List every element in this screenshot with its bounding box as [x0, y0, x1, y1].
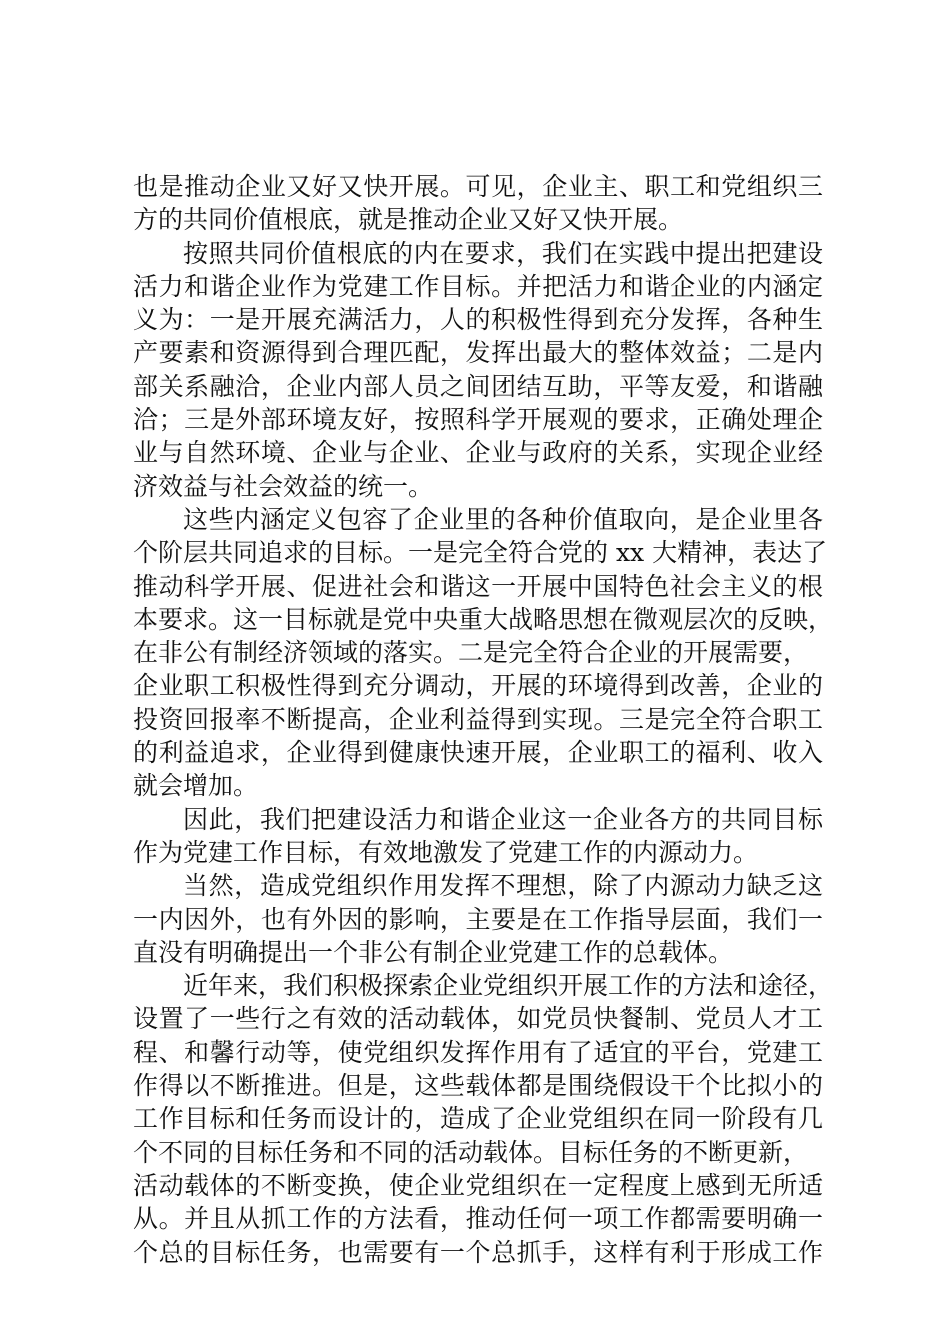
text-line: 推动科学开展、促进社会和谐这一开展中国特色社会主义的根	[133, 571, 823, 601]
text-line: 企业职工积极性得到充分调动，开展的环境得到改善，企业的	[133, 671, 823, 701]
text-line: 也是推动企业又好又快开展。可见，企业主、职工和党组织三	[133, 172, 823, 201]
text-line: 当然，造成党组织作用发挥不理想，除了内源动力缺乏这	[183, 871, 823, 901]
text-line: 设置了一些行之有效的活动载体，如党员快餐制、党员人才工	[133, 1004, 823, 1034]
body-text	[133, 170, 834, 1269]
text-line: 投资回报率不断提高，企业利益得到实现。三是完全符合职工	[133, 704, 823, 734]
text-line: 这些内涵定义包容了企业里的各种价值取向，是企业里各	[183, 504, 823, 534]
text-line: 济效益与社会效益的统一。	[133, 471, 434, 501]
text-line: 部关系融洽，企业内部人员之间团结互助，平等友爱，和谐融	[133, 371, 823, 401]
text-line: 作为党建工作目标，有效地激发了党建工作的内源动力。	[133, 837, 759, 867]
text-line: 方的共同价值根底，就是推动企业又好又快开展。	[133, 205, 684, 235]
text-line: 活动载体的不断变换，使企业党组织在一定程度上感到无所适	[133, 1170, 823, 1200]
text-line: 按照共同价值根底的内在要求，我们在实践中提出把建设	[183, 238, 823, 268]
text-line: 个阶层共同追求的目标。一是完全符合党的 xx 大精神，表达了	[133, 538, 828, 568]
text-line: 产要素和资源得到合理匹配，发挥出最大的整体效益；二是内	[133, 338, 823, 368]
text-line: 从。并且从抓工作的方法看，推动任何一项工作都需要明确一	[133, 1204, 823, 1234]
text-line: 业与自然环境、企业与企业、企业与政府的关系，实现企业经	[133, 438, 823, 468]
text-line: 活力和谐企业作为党建工作目标。并把活力和谐企业的内涵定	[133, 271, 823, 301]
text-line: 本要求。这一目标就是党中央重大战略思想在微观层次的反映，	[133, 604, 834, 634]
text-line: 个不同的目标任务和不同的活动载体。目标任务的不断更新，	[133, 1137, 809, 1167]
text-line: 工作目标和任务而设计的，造成了企业党组织在同一阶段有几	[133, 1104, 823, 1134]
text-line: 因此，我们把建设活力和谐企业这一企业各方的共同目标	[183, 804, 823, 834]
text-line: 个总的目标任务，也需要有一个总抓手，这样有利于形成工作	[133, 1237, 823, 1267]
text-line: 洽；三是外部环境友好，按照科学开展观的要求，正确处理企	[133, 405, 823, 435]
text-line: 近年来，我们积极探索企业党组织开展工作的方法和途径，	[183, 971, 834, 1001]
text-line: 程、和馨行动等，使党组织发挥作用有了适宜的平台，党建工	[133, 1037, 823, 1067]
text-line: 直没有明确提出一个非公有制企业党建工作的总载体。	[133, 937, 734, 967]
text-line: 一内因外，也有外因的影响，主要是在工作指导层面，我们一	[133, 904, 823, 934]
text-line: 就会增加。	[133, 771, 259, 801]
text-line: 在非公有制经济领域的落实。二是完全符合企业的开展需要，	[133, 638, 809, 668]
text-line: 的利益追求，企业得到健康快速开展，企业职工的福利、收入	[133, 738, 823, 768]
text-line: 作得以不断推进。但是，这些载体都是围绕假设干个比拟小的	[133, 1071, 823, 1101]
text-line: 义为：一是开展充满活力，人的积极性得到充分发挥，各种生	[133, 305, 823, 335]
